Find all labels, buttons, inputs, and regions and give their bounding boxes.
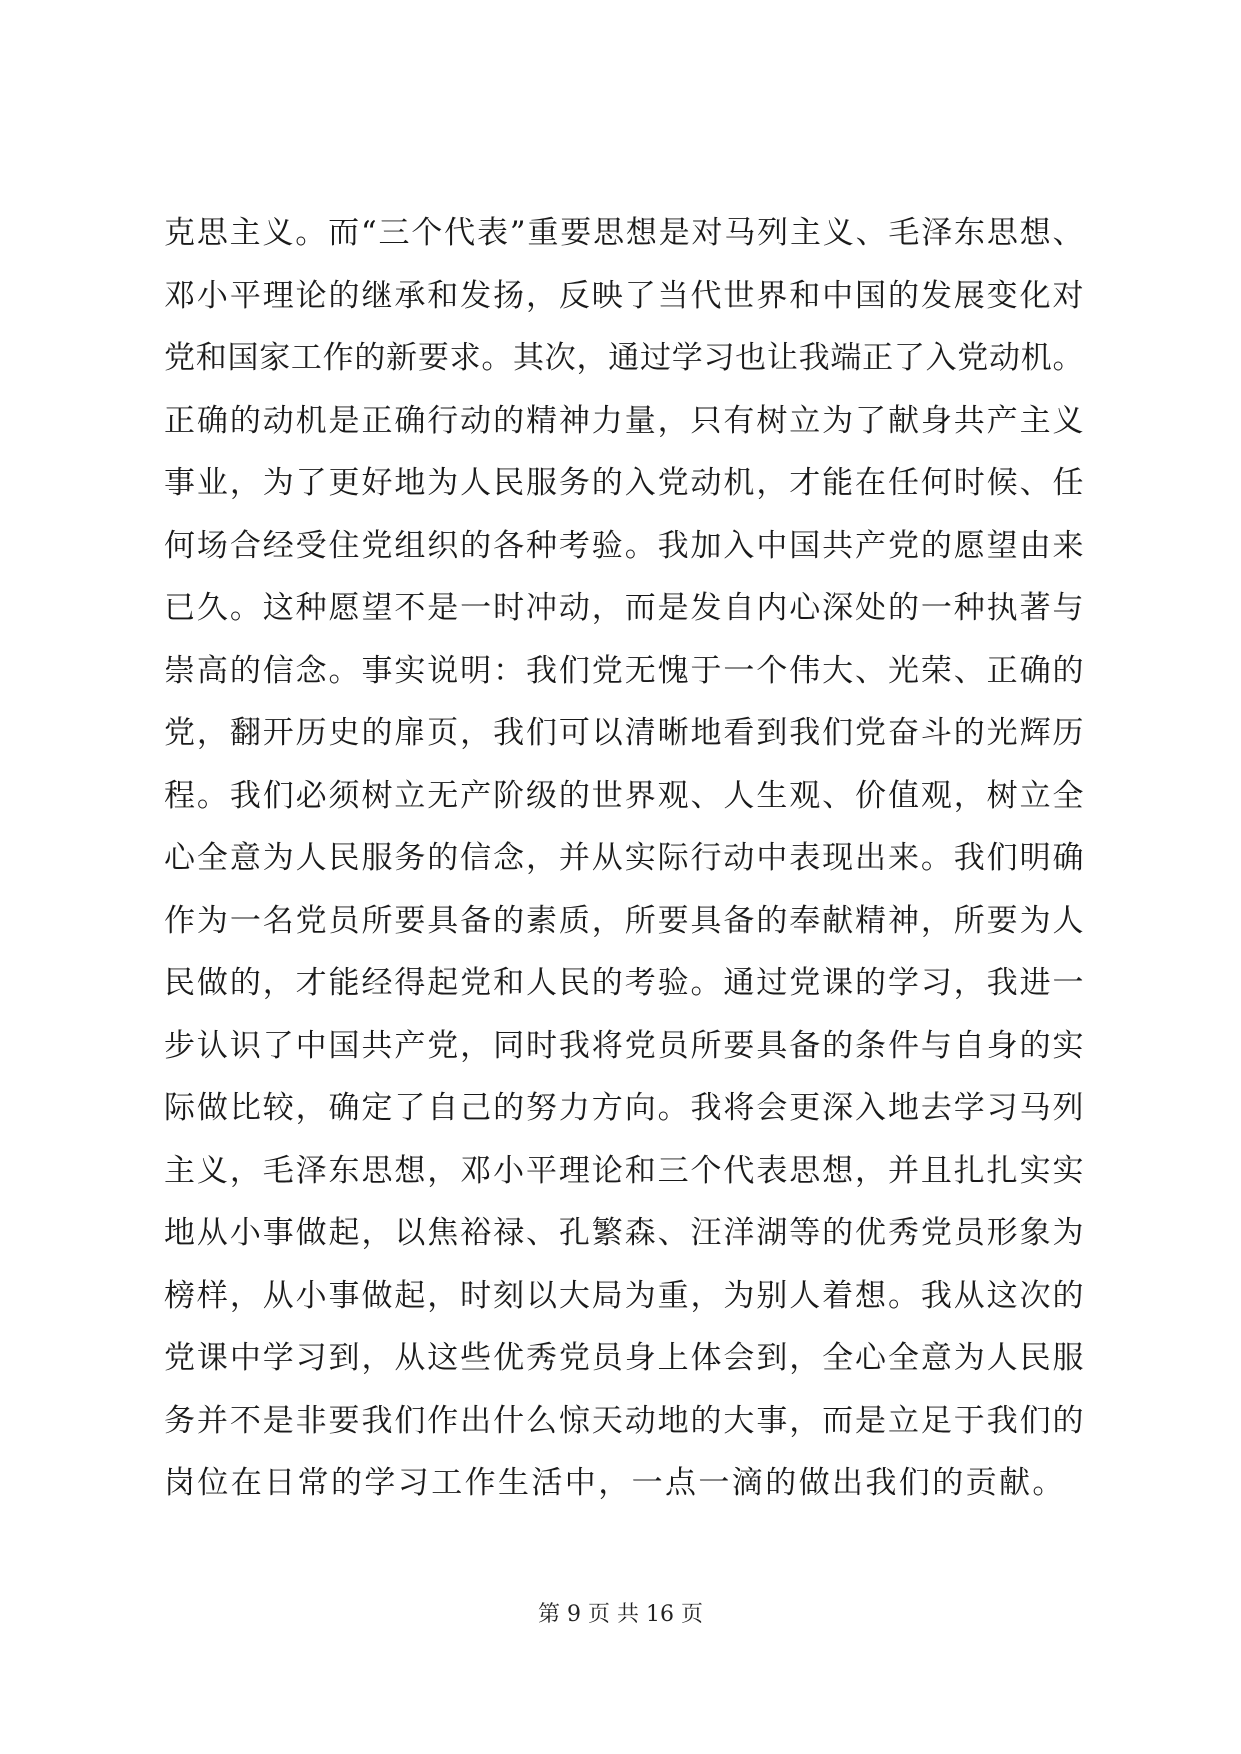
text-line: 正确的动机是正确行动的精神力量，只有树立为了献身共产主义 [164,402,1084,439]
text-line: 步认识了中国共产党，同时我将党员所要具备的条件与自身的实 [164,1027,1084,1064]
text-line: 党，翻开历史的扉页，我们可以清晰地看到我们党奋斗的光辉历 [164,715,1084,751]
body-text [164,202,1084,1515]
text-line: 事业，为了更好地为人民服务的入党动机，才能在任何时候、任 [164,465,1084,501]
text-line: 主义，毛泽东思想，邓小平理论和三个代表思想，并且扎扎实实 [164,1152,1084,1189]
text-line: 民做的，才能经得起党和人民的考验。通过党课的学习，我进一 [164,965,1084,1001]
text-line: 已久。这种愿望不是一时冲动，而是发自内心深处的一种执著与 [164,590,1084,626]
text-line: 作为一名党员所要具备的素质，所要具备的奉献精神，所要为人 [164,902,1084,939]
text-line: 际做比较，确定了自己的努力方向。我将会更深入地去学习马列 [164,1090,1084,1126]
text-line: 地从小事做起，以焦裕禄、孔繁森、汪洋湖等的优秀党员形象为 [164,1215,1084,1251]
text-line: 何场合经受住党组织的各种考验。我加入中国共产党的愿望由来 [164,527,1084,564]
text-line: 岗位在日常的学习工作生活中，一点一滴的做出我们的贡献。 [164,1465,1066,1501]
text-line: 心全意为人民服务的信念，并从实际行动中表现出来。我们明确 [164,840,1084,876]
text-line: 邓小平理论的继承和发扬，反映了当代世界和中国的发展变化对 [164,277,1084,314]
page-number-footer: 第 9 页 共 16 页 [538,1602,703,1627]
text-line: 榜样，从小事做起，时刻以大局为重，为别人着想。我从这次的 [164,1277,1084,1314]
text-line: 克思主义。而“三个代表”重要思想是对马列主义、毛泽东思想、 [164,215,1084,251]
text-line: 党课中学习到，从这些优秀党员身上体会到，全心全意为人民服 [164,1340,1084,1376]
text-line: 程。我们必须树立无产阶级的世界观、人生观、价值观，树立全 [164,777,1084,814]
text-line: 务并不是非要我们作出什么惊天动地的大事，而是立足于我们的 [164,1402,1084,1439]
text-line: 党和国家工作的新要求。其次，通过学习也让我端正了入党动机。 [164,340,1084,376]
text-line: 崇高的信念。事实说明：我们党无愧于一个伟大、光荣、正确的 [164,652,1084,689]
